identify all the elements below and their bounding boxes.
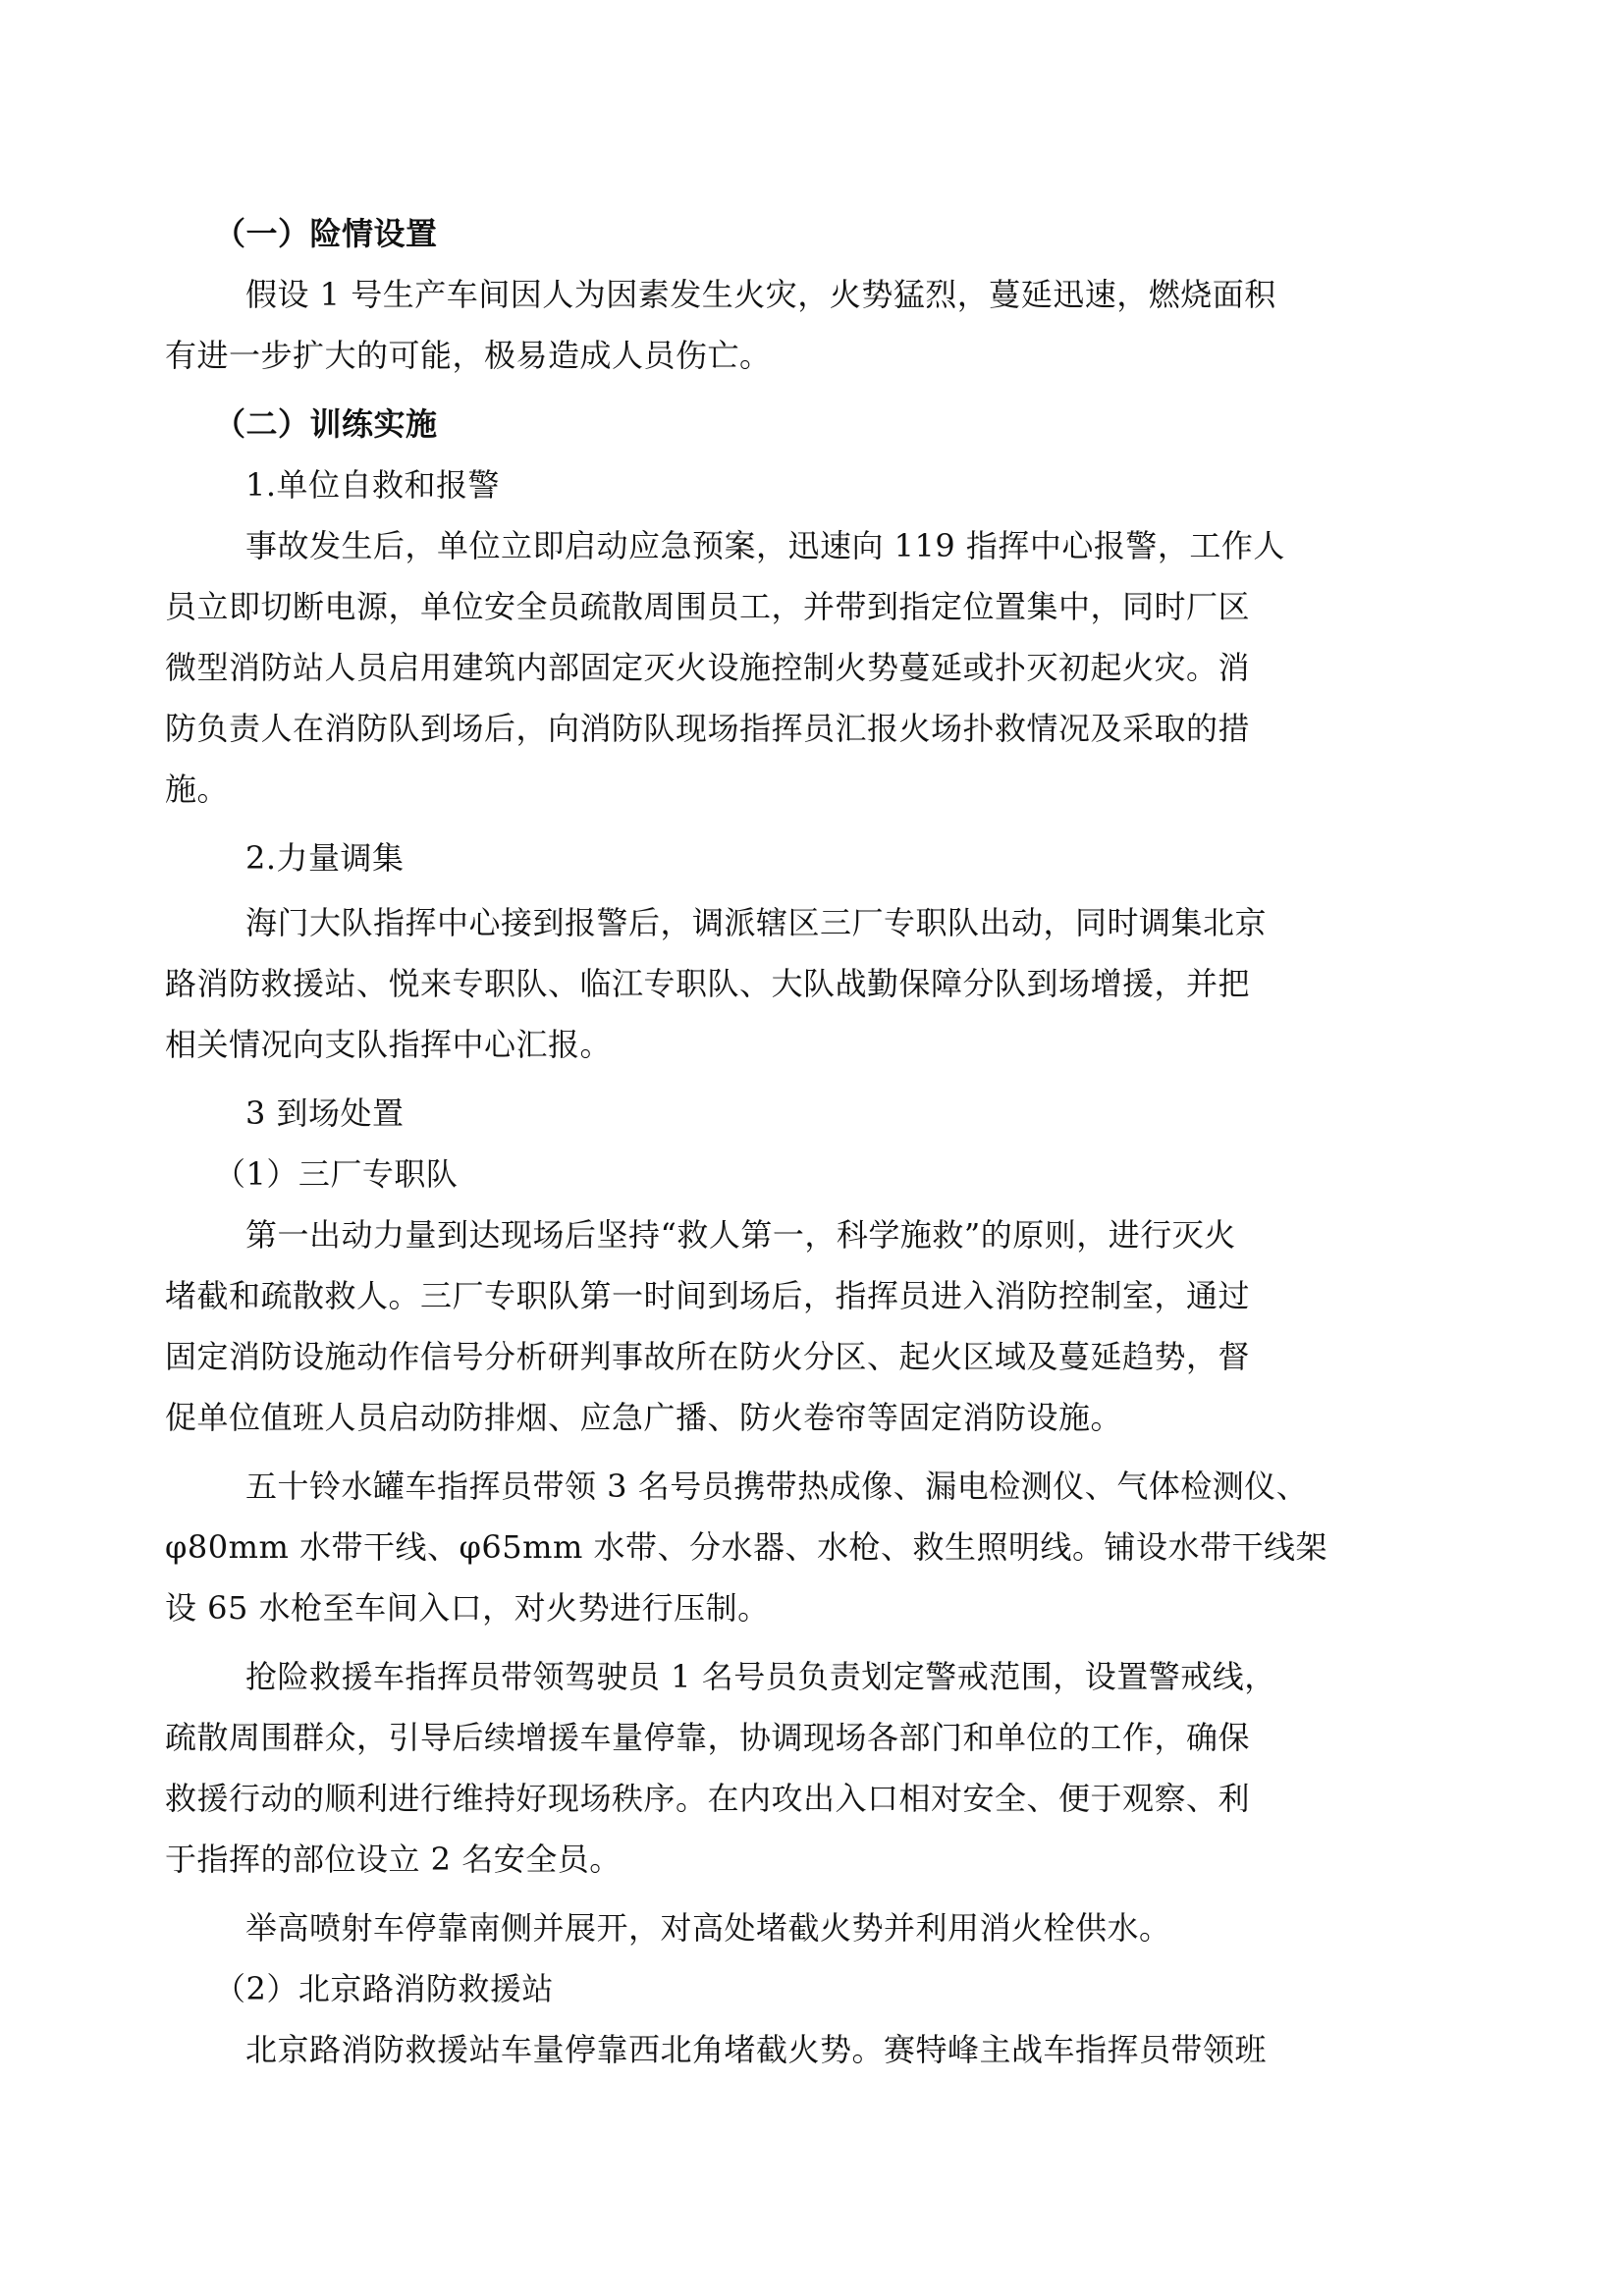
subsection-title: 2.力量调集: [245, 839, 405, 877]
paragraph-line: 举高喷射车停靠南侧并展开，对高处堵截火势并利用消火栓供水。: [245, 1909, 1171, 1947]
paragraph-line: 微型消防站人员启用建筑内部固定灭火设施控制火势蔓延或扑灭初起火灾。消: [165, 649, 1251, 686]
paragraph-line: 抢险救援车指挥员带领驾驶员 1 名号员负责划定警戒范围，设置警戒线，: [245, 1658, 1276, 1695]
paragraph-line: 固定消防设施动作信号分析研判事故所在防火分区、起火区域及蔓延趋势，督: [165, 1338, 1251, 1375]
paragraph-line: 相关情况向支队指挥中心汇报。: [165, 1026, 613, 1063]
paragraph-line: 五十铃水罐车指挥员带领 3 名号员携带热成像、漏电检测仪、气体检测仪、: [245, 1468, 1309, 1505]
paragraph-line: 促单位值班人员启动防排烟、应急广播、防火卷帘等固定消防设施。: [165, 1399, 1123, 1436]
section-heading-hazard-setup: （一）险情设置: [214, 215, 438, 252]
paragraph-line: φ80mm 水带干线、φ65mm 水带、分水器、水枪、救生照明线。铺设水带干线架: [165, 1528, 1327, 1566]
unit-title: （2）北京路消防救援站: [214, 1970, 554, 2007]
paragraph-line: 疏散周围群众，引导后续增援车量停靠，协调现场各部门和单位的工作，确保: [165, 1719, 1251, 1756]
paragraph-line: 施。: [165, 771, 230, 808]
paragraph-line: 有进一步扩大的可能，极易造成人员伤亡。: [165, 337, 772, 374]
section-heading-training: （二）训练实施: [214, 405, 438, 443]
paragraph-line: 员立即切断电源，单位安全员疏散周围员工，并带到指定位置集中，同时厂区: [165, 588, 1251, 625]
paragraph-line: 防负责人在消防队到场后，向消防队现场指挥员汇报火场扑救情况及采取的措: [165, 710, 1251, 747]
paragraph-line: 路消防救援站、悦来专职队、临江专职队、大队战勤保障分队到场增援，并把: [165, 965, 1251, 1002]
unit-title: （1）三厂专职队: [214, 1155, 459, 1193]
paragraph-line: 救援行动的顺利进行维持好现场秩序。在内攻出入口相对安全、便于观察、利: [165, 1780, 1251, 1817]
subsection-title: 3 到场处置: [245, 1095, 405, 1132]
paragraph-line: 海门大队指挥中心接到报警后，调派辖区三厂专职队出动，同时调集北京: [245, 904, 1268, 941]
paragraph-line: 事故发生后，单位立即启动应急预案，迅速向 119 指挥中心报警，工作人: [245, 527, 1285, 564]
paragraph-line: 北京路消防救援站车量停靠西北角堵截火势。赛特峰主战车指挥员带领班: [245, 2031, 1268, 2068]
subsection-title: 1.单位自救和报警: [245, 466, 501, 504]
paragraph-line: 堵截和疏散救人。三厂专职队第一时间到场后，指挥员进入消防控制室，通过: [165, 1277, 1251, 1314]
paragraph-line: 设 65 水枪至车间入口，对火势进行压制。: [165, 1589, 770, 1627]
paragraph-line: 假设 1 号生产车间因人为因素发生火灾，火势猛烈，蔓延迅速，燃烧面积: [245, 276, 1276, 313]
paragraph-line: 第一出动力量到达现场后坚持“救人第一，科学施救”的原则，进行灭火: [245, 1216, 1236, 1254]
paragraph-line: 于指挥的部位设立 2 名安全员。: [165, 1841, 622, 1878]
